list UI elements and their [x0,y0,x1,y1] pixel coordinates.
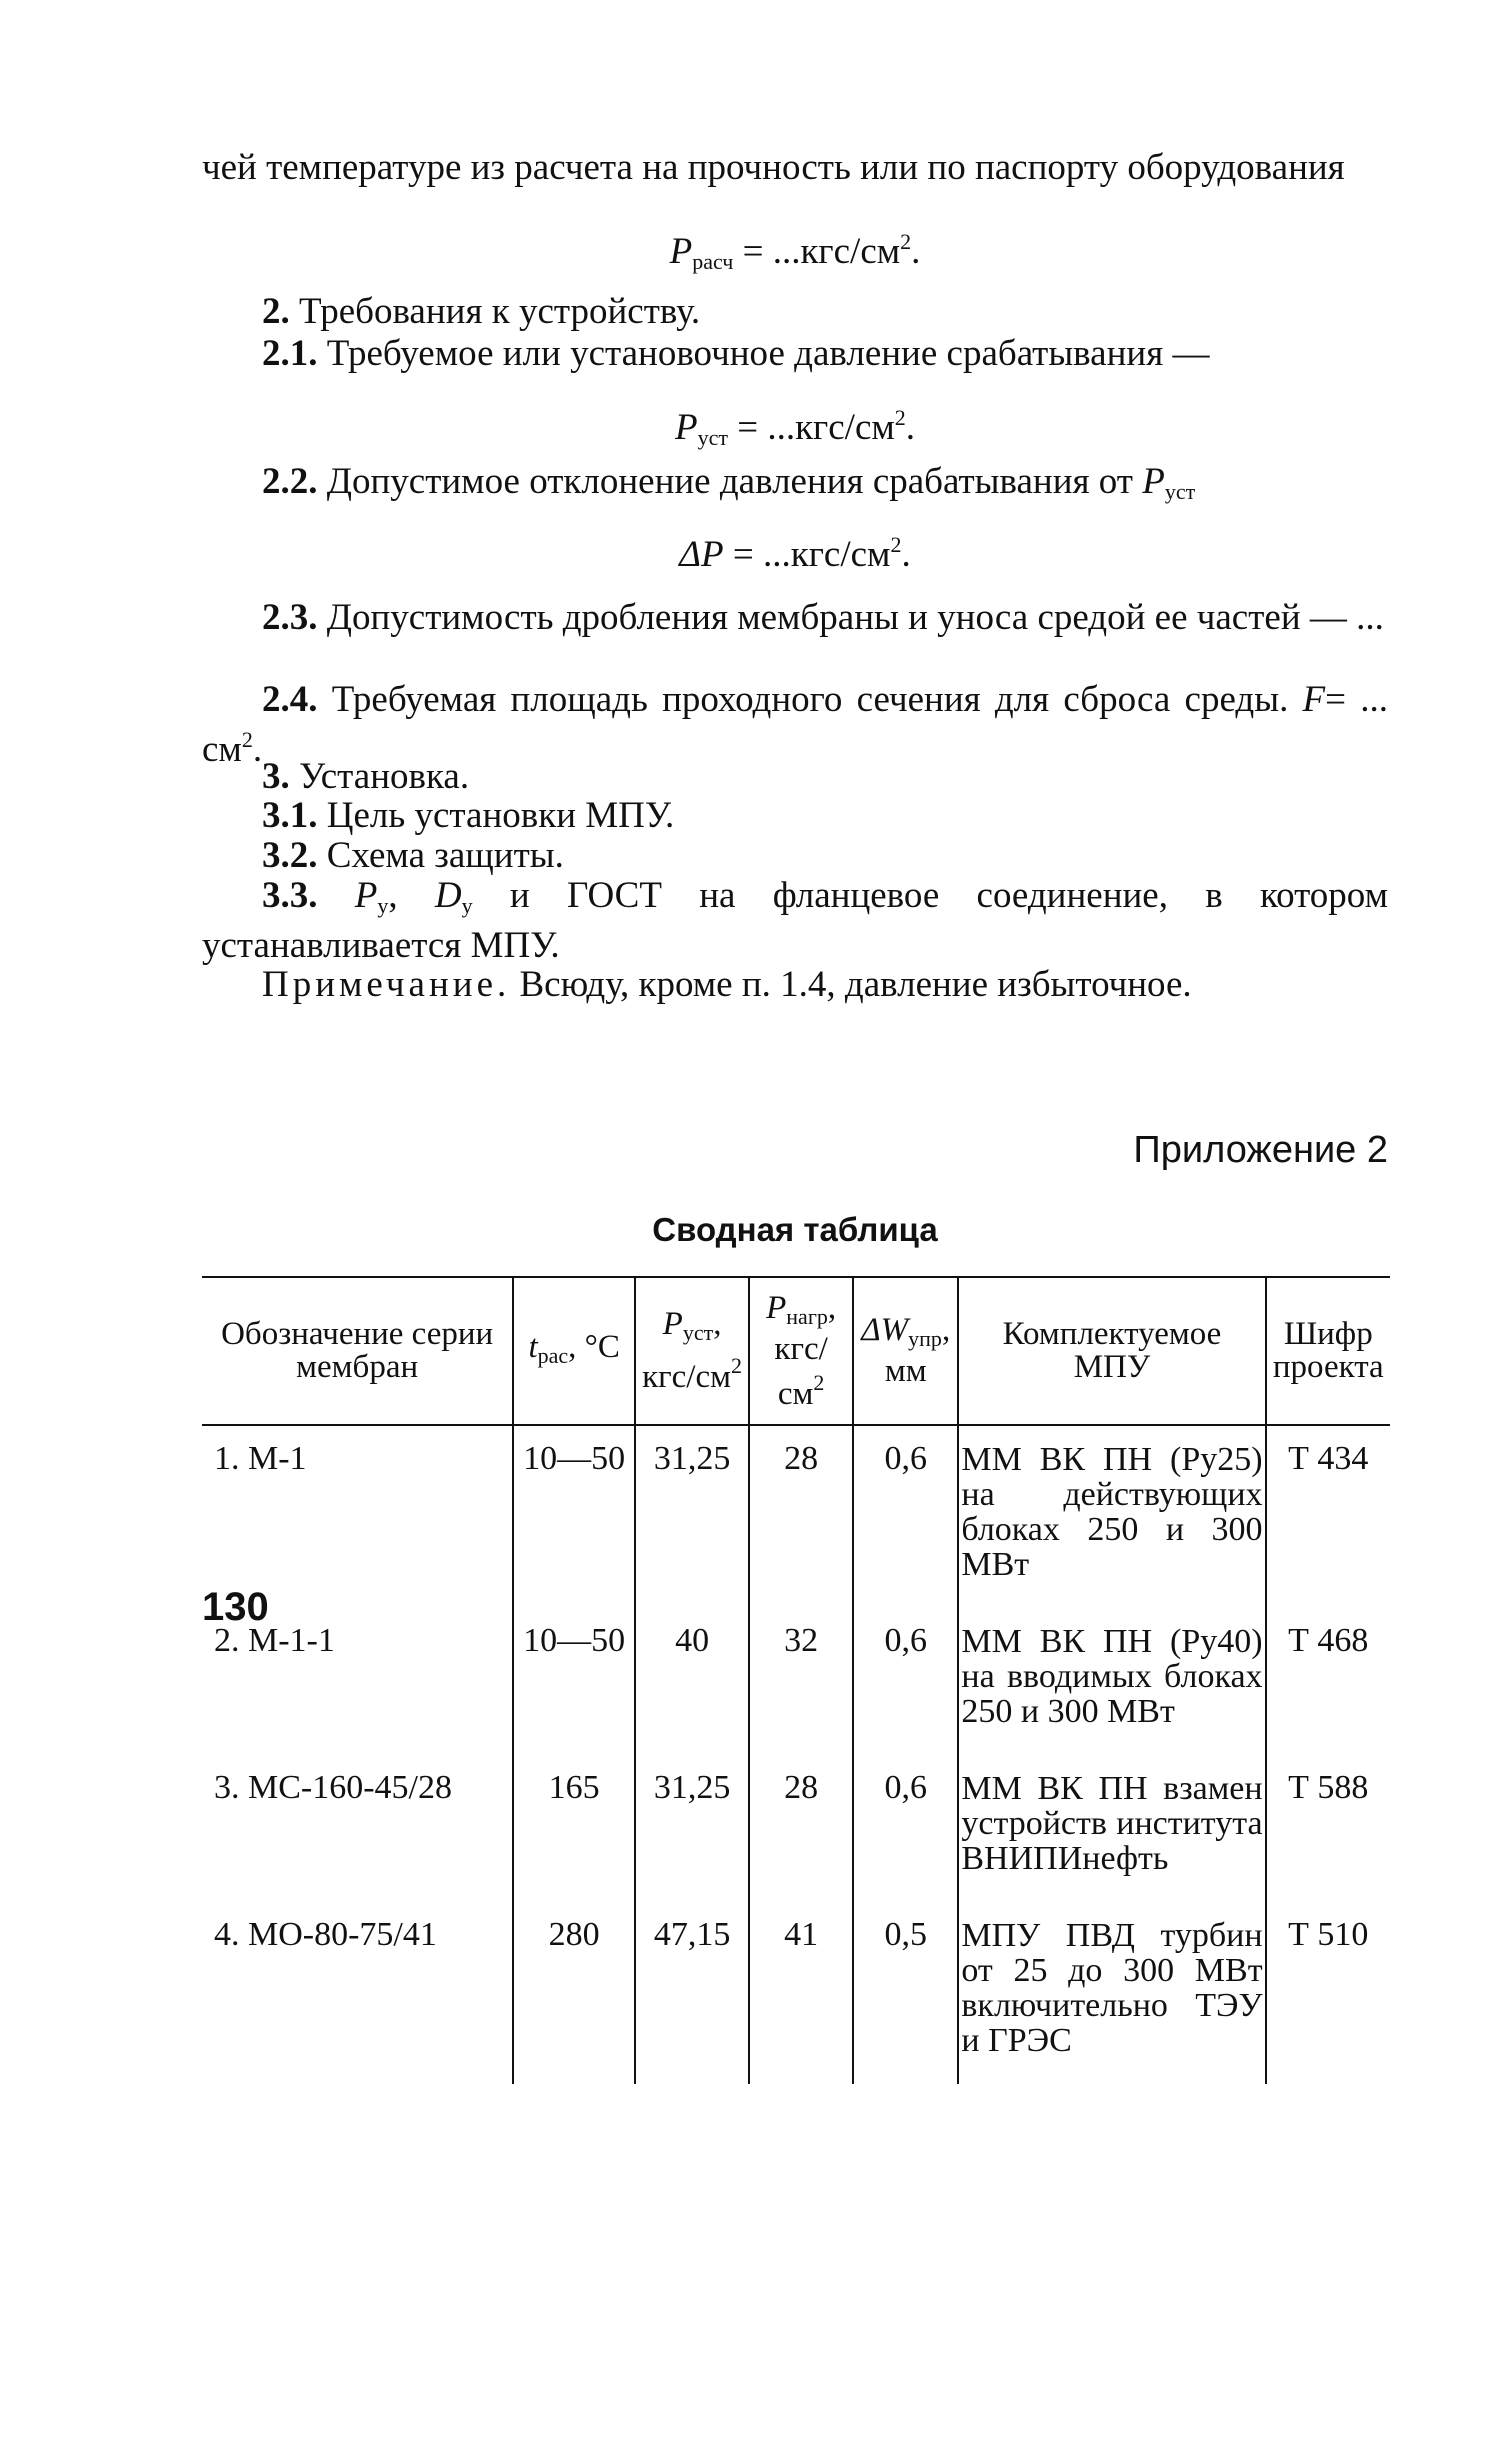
cell-delta-w: 0,6 [853,1608,958,1755]
table-row [202,1608,1390,1755]
item-2-3: 2.3. Допустимость дробления мембраны и уноса средой ее частей — ... [262,597,1384,638]
cell-series: 1. М-1 [214,1440,307,1477]
note-text: Всюду, кроме п. 1.4, давление избыточное. [510,964,1192,1005]
cell-project-code: Т 468 [1266,1608,1390,1755]
cell-temperature: 10—50 [513,1608,635,1755]
page-number: 130 [202,1585,269,1629]
summary-table [202,1276,1390,2084]
cell-p-load: 41 [749,1902,853,2084]
cell-project-code: Т 510 [1266,1902,1390,2084]
table-row [202,1755,1390,1902]
item-3-1: 3.1. Цель установки МПУ. [262,795,675,836]
table-header-row [202,1277,1390,1425]
section-heading-installation: 3. Установка. [262,756,470,797]
intro-paragraph: чей температуре из расчета на прочность или по паспорту оборудования [202,147,1345,188]
appendix-label: Приложение 2 [1133,1129,1388,1171]
section-heading-requirements: 2. Требования к устройству. [262,291,701,332]
header-kit: Комплектуемое МПУ [958,1277,1265,1425]
cell-series: 2. М-1-1 [214,1622,335,1659]
cell-p-load: 28 [749,1425,853,1608]
note [262,965,1192,1005]
cell-p-load: 32 [749,1608,853,1755]
header-temperature: $t_{рас}$, °С [513,1277,635,1425]
header-p-load: $P_{нагр}$, кгс/$см^2$ [749,1277,853,1425]
formula-p-calc: $P_{расч} = ...кгс/см^2$. [669,229,921,274]
cell-kit: ММ ВК ПН (Pу40) на вводимых блоках 250 и 300 МВт [958,1608,1265,1755]
item-2-1: 2.1. Требуемое или установочное давление срабатывания — [262,333,1210,374]
table-row [202,1425,1390,1608]
cell-project-code: Т 588 [1266,1755,1390,1902]
formula-p-set: $P_{уст} = ...кгс/см^2$. [674,405,916,450]
cell-p-set: 31,25 [635,1755,749,1902]
header-project-code: Шифр проекта [1266,1277,1390,1425]
cell-temperature: 10—50 [513,1425,635,1608]
table-row [202,1902,1390,2084]
cell-kit: ММ ВК ПН (Pу25) на действующих блоках 250 и 300 МВт [958,1425,1265,1608]
header-p-set: $P_{уст}$, кгс/$см^2$ [635,1277,749,1425]
cell-kit: МПУ ПВД турбин от 25 до 300 МВт включительно ТЭУ и ГРЭС [958,1902,1265,2084]
cell-delta-w: 0,6 [853,1425,958,1608]
formula-delta-p: $\Delta P = ...кгс/см^2$. [679,532,911,575]
item-2-2: 2.2. Допустимое отклонение давления срабатывания от $P_{уст}$ [262,461,1196,504]
cell-delta-w: 0,5 [853,1902,958,2084]
cell-temperature: 165 [513,1755,635,1902]
cell-kit: ММ ВК ПН взамен устройств института ВНИПИнефть [958,1755,1265,1902]
item-3-2: 3.2. Схема защиты. [262,835,564,876]
cell-temperature: 280 [513,1902,635,2084]
header-series: Обозначение серии мембран [202,1277,513,1425]
header-delta-w: $\Delta W_{упр}$, мм [853,1277,958,1425]
cell-series: 3. МС-160-45/28 [214,1769,452,1806]
item-3-3: 3.3. $P_у$, $D_у$ и ГОСТ на фланцевое соединение, в котором устанавливается МПУ. [202,875,1389,966]
cell-p-set: 31,25 [635,1425,749,1608]
note-label: Примечание. [262,964,511,1005]
cell-delta-w: 0,6 [853,1755,958,1902]
cell-p-set: 40 [635,1608,749,1755]
cell-project-code: Т 434 [1266,1425,1390,1608]
cell-p-set: 47,15 [635,1902,749,2084]
table-title: Сводная таблица [652,1211,938,1248]
cell-p-load: 28 [749,1755,853,1902]
cell-series: 4. МО-80-75/41 [214,1916,437,1953]
item-2-4: 2.4. Требуемая площадь проходного сечения для сброса среды. F= ... $см^2$. [202,679,1388,770]
